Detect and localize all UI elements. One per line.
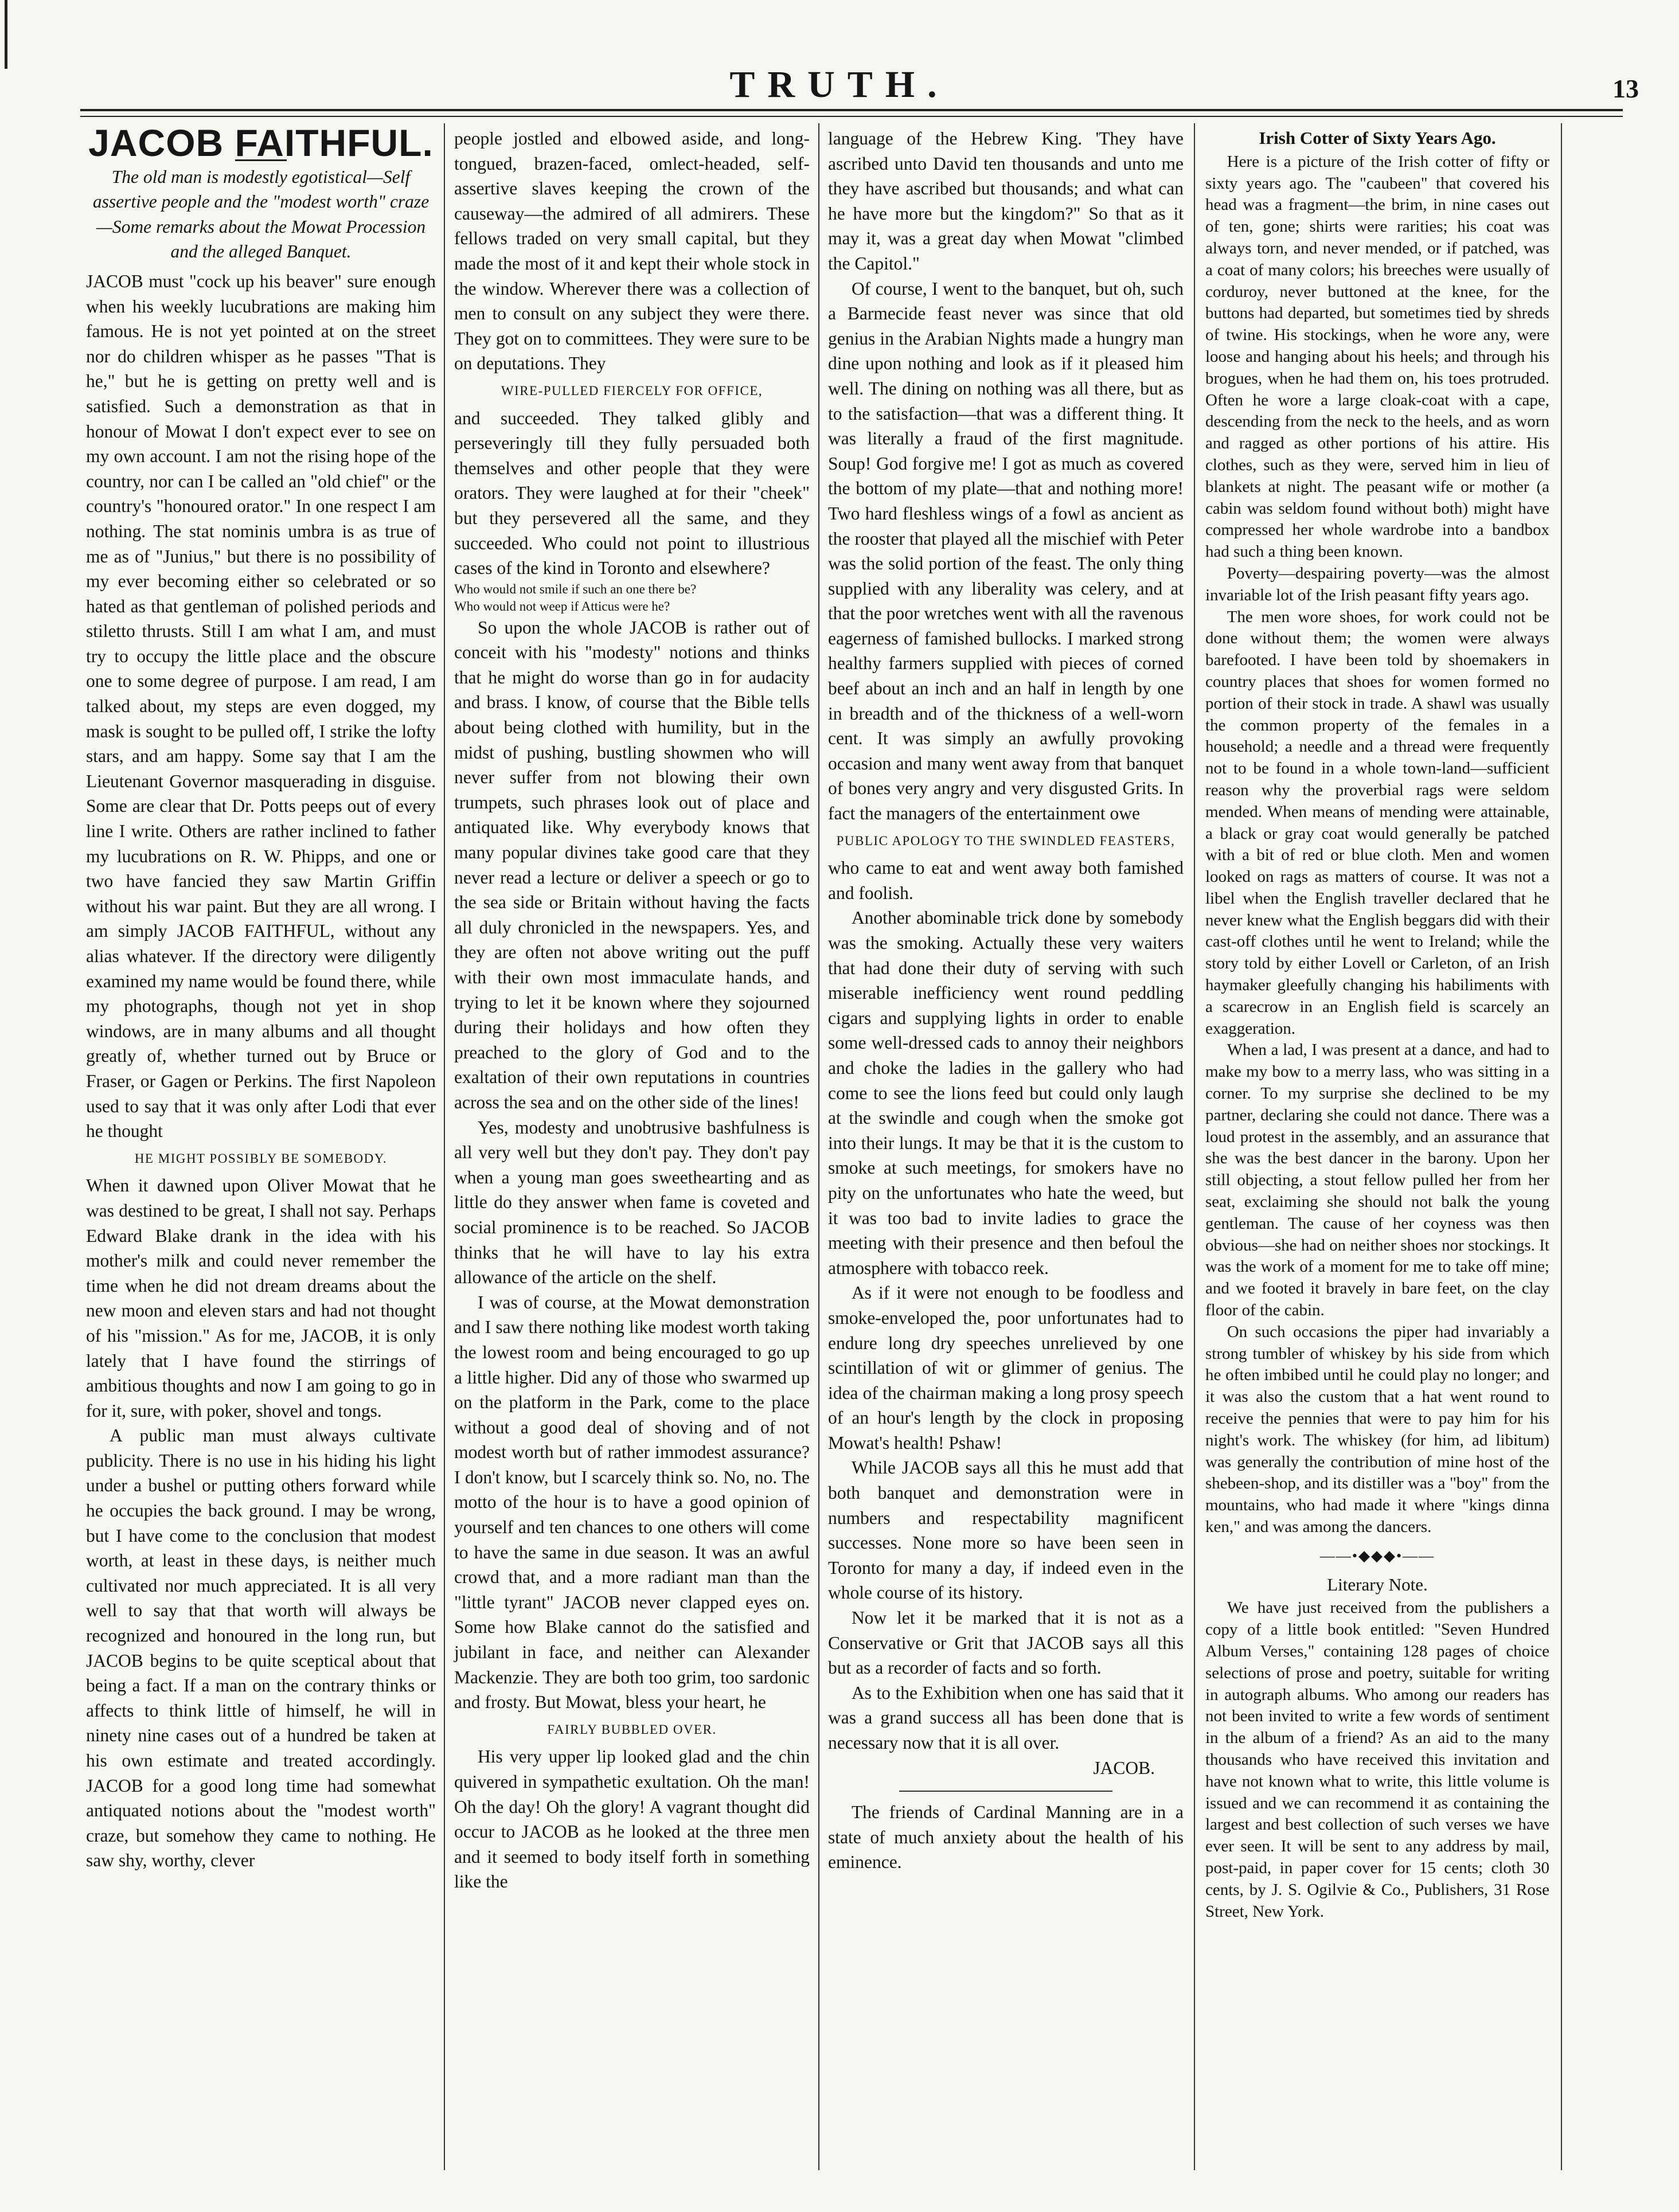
article-headline: Literary Note. — [1327, 1574, 1428, 1594]
column-3 — [822, 126, 1189, 2167]
paragraph: When it dawned upon Oliver Mowat that he was destined to be great, I shall not say. Perhaps Edward Blake drank in the idea with his mother's milk and could never remember the time when he did not dream dreams about the new moon and eleven stars and had not thought of his "mission." As for me, JACOB, it is only lately that I have found the stirrings of ambitious thoughts and now I am going to go in for it, sure, with poker, shovel and tongs. — [86, 1175, 436, 1421]
paragraph: So upon the whole JACOB is rather out of conceit with his "modesty" notions and thinks that he might do worse than go in for audacity and brass. I know, of course that the Bible tells about being clothed with humility, but in the midst of pushing, bustling showmen who will never suffer from not blowing their own trumpets, such phrases look out of place and antiquated like. Why everybody knows that many popular divines take good care that they never read a lecture or deliver a speech or go to the sea side or Britain without having the facts all duly chronicled in the newspapers. Yes, and they are often not above writing out the puff with their own most immaculate hands, and trying to let it be known where they sojourned during their holidays and how often they preached to the glory of God and to the exaltation of their own reputations in countries across the sea and on the other side of the lines! — [454, 617, 810, 1112]
column-2 — [448, 126, 815, 2167]
paragraph: We have just received from the publishers a copy of a little book entitled: "Seven Hundred Album Verses," containing 128 pages of choice selections of prose and poetry, suitable for writing in autograph albums. Who among our readers has not been invited to write a few words of sentiment in the album of a friend? As an aid to the many thousands who have received this invitation and have not known what to write, this little volume is issued and we can recommend it as containing the largest and best collection of such verses we have ever seen. It will be sent to any address by mail, post-paid, in paper cover for 15 cents; cloth 30 cents, by J. S. Ogilvie & Co., Publishers, 31 Rose Street, New York. — [1205, 1599, 1549, 1921]
article-deck: The old man is modestly egotistical—Self assertive people and the "modest worth" craze—Some remarks about the Mowat Procession and the alleged Banquet. — [92, 166, 429, 262]
paragraph: Poverty—despairing poverty—was the almost invariable lot of the Irish peasant fifty years ago. — [1205, 564, 1549, 604]
ornament-divider-icon: ——•◆◆◆•—— — [1319, 1547, 1435, 1564]
news-note: The friends of Cardinal Manning are in a state of much anxiety about the health of his eminence. — [828, 1802, 1184, 1873]
paragraph: His very upper lip looked glad and the chin quivered in sympathetic exultation. Oh the man! Oh the day! Oh the glory! A vagrant thought did occur to JACOB as he looked at the three men and it seemed to body itself forth in something like the — [454, 1746, 810, 1892]
paragraph: Now let it be marked that it is not as a Conservative or Grit that JACOB says all this but as a recorder of facts and so forth. — [828, 1608, 1184, 1678]
column-1 — [80, 126, 442, 2167]
paragraph: who came to eat and went away both famished and foolish. — [828, 858, 1184, 903]
masthead — [0, 63, 1679, 115]
paragraph: As if it were not enough to be foodless and smoke-enveloped the, poor unfortunates had to endure long dry speeches unrelieved by one scintillation of wit or glimmer of genius. The idea of the chairman making a long prosy speech of an hour's length by the clock in proposing Mowat's health! Pshaw! — [828, 1283, 1184, 1453]
paragraph: Here is a picture of the Irish cotter of fifty or sixty years ago. The "caubeen" that covered his head was a fragment—the brim, in nine cases out of ten, gone; shirts were rarities; his coat was always torn, and never mended, or if patched, was a coat of many colors; his breeches were usually of corduroy, never buttoned at the knee, for the buttons had departed, but sometimes tied by shreds of twine. His stockings, when he wore any, were loose and hanging about his heels; and through his brogues, when he had them on, his toes protruded. Often he wore a large cloak-coat with a cape, descending from the neck to the heels, and as worn and ragged as other portions of his attire. His clothes, such as they were, served him in lieu of blankets at night. The peasant wife or mother (a cabin was seldom found without both) might have compressed her whole wardrobe into a bandbox had such a thing been known. — [1205, 152, 1549, 561]
page-number: 13 — [1612, 74, 1639, 103]
paragraph: language of the Hebrew King. 'They have ascribed unto David ten thousands and unto me they have ascribed but thousands; and what can he have more but the kingdom?" So that as it may it, was a great day when Mowat "climbed the Capitol." — [828, 128, 1184, 273]
paragraph: As to the Exhibition when one has said that it was a grand success all has been done that is necessary now that it is all over. — [828, 1682, 1184, 1753]
inline-subhead: WIRE-PULLED FIERCELY FOR OFFICE, — [501, 383, 763, 398]
paragraph: When a lad, I was present at a dance, and had to make my bow to a merry lass, who was sitting in a corner. To my surprise she declined to be my partner, declaring she could not dance. There was a loud protest in the assembly, and an assurance that she was the best dancer in the barony. Upon her still objecting, a stout fellow pulled her from her seat, exclaiming she should not balk the young gentleman. The cause of her coyness was then obvious—she had on neither shoes nor stockings. It was the work of a moment for me to take off mine; and we footed it bravely in bare feet, on the clay floor of the cabin. — [1205, 1041, 1549, 1320]
verse-line: Who would not weep if Atticus were he? — [454, 599, 670, 613]
column-4 — [1200, 126, 1555, 2167]
page-edge-mark — [5, 0, 7, 69]
column-divider — [1194, 123, 1195, 2170]
inline-subhead: FAIRLY BUBBLED OVER. — [547, 1722, 717, 1737]
verse-line: Who would not smile if such an one there be? — [454, 581, 697, 596]
paragraph: A public man must always cultivate publicity. There is no use in his hiding his light under a bushel or putting others forward while he occupies the back ground. I may be wrong, but I have come to the conclusion that modest worth, at least in these days, is neither much cultivated nor much appreciated. It is all very well to say that that worth will always be recognized and honoured in the long run, but JACOB begins to be quite sceptical about that being a fact. If a man on the contrary thinks or affects to think little of himself, he will in ninety nine cases out of a hundred be taken at his own estimate and treated accordingly. JACOB for a good long time had somewhat antiquated notions about the "modest worth" craze, but somehow they came to nothing. He saw shy, worthy, clever — [86, 1425, 436, 1871]
newspaper-title: TRUTH. — [729, 64, 950, 105]
column-divider — [1561, 123, 1562, 2170]
inline-subhead: HE MIGHT POSSIBLY BE SOMEBODY. — [134, 1151, 388, 1166]
paragraph: Of course, I went to the banquet, but oh, such a Barmecide feast never was since that old genius in the Arabian Nights made a hungry man dine upon nothing and look as if it pleased him well. The dining on nothing was all there, but as to the satisfaction—that was a different thing. It was literally a fraud of the first magnitude. Soup! God forgive me! I got as much as covered the bottom of my plate—that and nothing more! Two hard fleshless wings of a fowl as ancient as the rooster that played all the mischief with Peter was the solid portion of the feast. The only thing supplied with any liberality was celery, and at that the poor wretches went with all the ravenous eagerness of famished bullocks. I marked strong healthy farmers supplied with pieces of corned beef about an inch and an half in length by one in breadth and of the thickness of a well-worn cent. It was simply an awfully provoking occasion and many went away from that banquet of bones very angry and very disgusted Grits. In fact the managers of the entertainment owe — [828, 278, 1184, 824]
header-rule — [80, 109, 1623, 111]
column-divider — [818, 123, 819, 2170]
paragraph: I was of course, at the Mowat demonstration and I saw there nothing like modest worth taking the lowest room and being encouraged to go up a little higher. Did any of those who swarmed up on the platform in the Park, come to the place without a good deal of shoving and of not modest worth but of rather immodest assurance? I don't know, but I scarcely think so. No, no. The motto of the hour is to have a good opinion of yourself and ten chances to one others will come to have the same in due season. It was an awful crowd that, and a more radiant man than the "little tyrant" JACOB never clapped eyes on. Some how Blake cannot do the satisfied and jubilant in face, and neither can Alexander Mackenzie. They are both too grim, too sardonic and frosty. But Mowat, bless your heart, he — [454, 1292, 810, 1713]
article-headline: JACOB FAITHFUL. — [88, 126, 434, 164]
inline-subhead: PUBLIC APOLOGY TO THE SWINDLED FEASTERS, — [836, 833, 1176, 848]
paragraph: people jostled and elbowed aside, and long-tongued, brazen-faced, omlect-headed, self-assertive slaves keeping the crown of the causeway—the admired of all admirers. These fellows traded on very small capital, but they made the most of it and kept their whole stock in the window. Wherever there was a collection of men to consult on any subject they were there. They got on to committees. They were sure to be on deputations. They — [454, 128, 810, 374]
paragraph: and succeeded. They talked glibly and perseveringly till they fully persuaded both themselves and other people that they were orators. They were laughed at for their "cheek" but they persevered all the same, and they succeeded. Who could not point to illustrious cases of the kind in Toronto and elsewhere? — [454, 408, 810, 579]
header-rule-thin — [80, 116, 1623, 117]
paragraph: While JACOB says all this he must add that both banquet and demonstration were in numbers and respectability magnificent successes. None more so have been seen in Toronto for many a day, if indeed even in the whole course of its history. — [828, 1457, 1184, 1603]
article-headline: Irish Cotter of Sixty Years Ago. — [1259, 128, 1496, 148]
paragraph: JACOB must "cock up his beaver" sure enough when his weekly lucubrations are making him famous. He is not yet pointed at on the street nor do children whisper as he passes "That is he," but he is getting on pretty well and is satisfied. Such a demonstration as that in honour of Mowat I don't expect ever to see on my own account. I am not the rising hope of the country, nor can I be called an "old chief" or the country's "honoured orator." In one respect I am nothing. The stat nominis umbra is as true of me as of "Junius," but there is no possibility of my ever becoming either so celebrated or so hated as that gentleman of polished periods and stiletto thrusts. Still I am what I am, and must try to occupy the little place and the obscure one to some degree of purpose. I am read, I am talked about, my steps are even dogged, my mask is sought to be pulled off, I strike the lofty stars, and am happy. Some say that I am the Lieutenant Governor masquerading in disguise. Some are clear that Dr. Potts peeps out of every line I write. Others are rather inclined to father my lucubrations on R. W. Phipps, and one or two have fancied they saw Martin Griffin without his war paint. But they are all wrong. I am simply JACOB FAITHFUL, without any alias whatever. If the directory were diligently examined my name would be found there, while my photographs, though not yet in shop windows, are in many albums and all thought greatly of, whether turned out by Bruce or Fraser, or Gagen or Perkins. The first Napoleon used to say that it was only after Lodi that ever he thought — [86, 271, 436, 1142]
paragraph: Another abominable trick done by somebody was the smoking. Actually these very waiters that had done their duty of serving with such miserable inefficiency went round peddling cigars and supplying lights in order to enable some well-dressed cads to annoy their neighbors and choke the ladies in the gallery who had come to see the lions feed but could only laugh at the swindle and cough when the smoke got into their lungs. It may be that it is the custom to smoke at such meetings, for smokers have no pity on the unfortunates who hate the weed, but it was too bad to invite ladies to grace the meeting with their presence and then befoul the atmosphere with tobacco reek. — [828, 908, 1184, 1278]
paragraph: Yes, modesty and unobtrusive bashfulness is all very well but they don't pay. They don't pay when a young man goes sweethearting and as little do they answer when fame is coveted and social prominence is to be reached. So JACOB thinks that he will have to lay his extra allowance of the article on the shelf. — [454, 1117, 810, 1288]
paragraph: On such occasions the piper had invariably a strong tumbler of whiskey by his side from which he often imbibed until he could play no longer; and it was also the custom that a hat went round to receive the pennies that were to pay him for his night's work. The whiskey (for him, ad libitum) was generally the contribution of mine host of the shebeen-shop, and its distiller was a "boy" from the mountains, who had made it where "kings dinna ken," and was among the dancers. — [1205, 1322, 1549, 1536]
section-divider — [899, 1791, 1112, 1792]
paragraph: The men wore shoes, for work could not be done without them; the women were always barefooted. I have been told by shoemakers in country places that shoes for women formed no portion of their stock in trade. A shawl was usually the common property of the females in a household; a needle and a thread were frequently not to be found in a whole town-land—sufficient reason why the proverbial rags were seldom mended. When means of mending were attainable, a black or gray coat would generally be patched with a bit of red or blue cloth. Men and women looked on rags as matters of course. It was not a libel when the English traveller declared that he never knew what the English beggars did with their cast-off clothes until he went to Ireland; while the story told by either Lovell or Carleton, of an Irish haymaker gleefully changing his habiliments with a scarecrow in an English field is scarcely an exaggeration. — [1205, 607, 1549, 1038]
column-divider — [444, 123, 445, 2170]
article-signature: JACOB. — [1093, 1757, 1155, 1778]
